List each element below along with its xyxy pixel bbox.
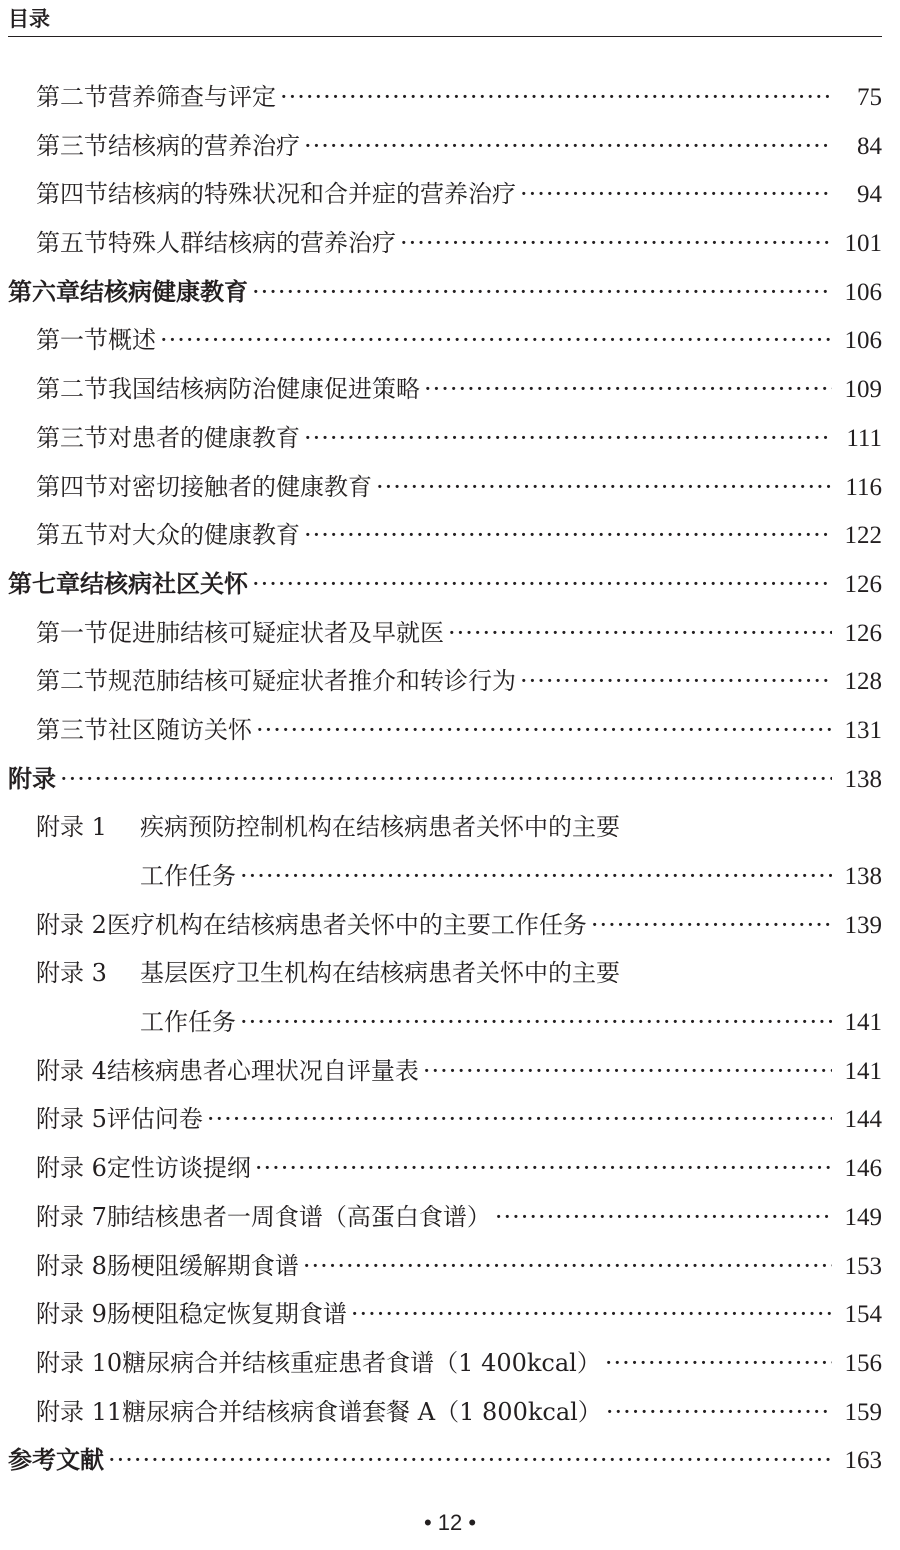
entry-page-number: 153 (844, 1252, 882, 1280)
dot-leader (448, 609, 832, 658)
running-header (8, 6, 882, 37)
entry-number: 附录 10 (36, 1348, 123, 1377)
entry-number: 第三节 (36, 423, 108, 452)
toc-chapter-entry (0, 1436, 900, 1485)
entry-page-number: 131 (844, 716, 882, 744)
entry-title: 特殊人群结核病的营养治疗 (108, 229, 396, 258)
dot-leader (376, 463, 832, 512)
entry-title: 结核病健康教育 (80, 277, 248, 306)
entry-title: 疾病预防控制机构在结核病患者关怀中的主要 (140, 813, 620, 842)
entry-number: 附录 7 (36, 1202, 107, 1231)
toc-entry (0, 949, 900, 998)
toc-entry (0, 657, 900, 706)
dot-leader (303, 1242, 832, 1291)
entry-title: 工作任务 (140, 862, 236, 890)
entry-number: 第四节 (36, 472, 108, 501)
entry-number: 附录 2 (36, 910, 107, 939)
toc-entry (0, 706, 900, 755)
toc-chapter-entry (0, 755, 900, 804)
dot-leader (591, 901, 832, 950)
entry-number: 第五节 (36, 521, 108, 550)
dot-leader (304, 122, 832, 171)
dot-leader (160, 316, 832, 365)
entry-number: 第三节 (36, 131, 108, 160)
toc-entry (0, 1193, 900, 1242)
entry-title: 促进肺结核可疑症状者及早就医 (108, 618, 444, 647)
entry-number: 附录 4 (36, 1056, 107, 1085)
dot-leader (255, 1144, 832, 1193)
entry-page-number: 126 (844, 570, 882, 598)
dot-leader (252, 560, 832, 609)
dot-leader (240, 998, 832, 1047)
entry-number: 第六章 (8, 277, 80, 306)
entry-title: 附录 (8, 764, 56, 793)
entry-number: 第一节 (36, 326, 108, 355)
dot-leader (495, 1193, 832, 1242)
entry-title: 营养筛查与评定 (108, 83, 276, 111)
entry-number: 第三节 (36, 715, 108, 744)
page-footer (0, 1510, 900, 1536)
dot-leader (424, 365, 832, 414)
entry-page-number: 116 (845, 473, 882, 501)
entry-number: 第五节 (36, 229, 108, 258)
dot-leader (606, 1388, 832, 1437)
entry-title: 规范肺结核可疑症状者推介和转诊行为 (108, 667, 516, 696)
entry-page-number: 141 (844, 1057, 882, 1085)
dot-leader (256, 706, 832, 755)
entry-title: 结核病社区关怀 (80, 569, 248, 598)
toc-entry-continuation (0, 998, 900, 1047)
entry-page-number: 146 (844, 1155, 882, 1183)
toc-entry (0, 1047, 900, 1096)
dot-leader (108, 1436, 832, 1485)
table-of-contents (0, 73, 900, 1485)
entry-title: 工作任务 (140, 1008, 236, 1037)
entry-page-number: 94 (857, 181, 882, 209)
entry-page-number: 111 (846, 424, 882, 452)
entry-title: 概述 (108, 326, 156, 355)
toc-entry (0, 463, 900, 512)
toc-entry (0, 170, 900, 219)
entry-number: 第一节 (36, 618, 108, 647)
dot-leader (280, 73, 832, 122)
entry-title: 对患者的健康教育 (108, 423, 300, 452)
entry-number: 附录 5 (36, 1105, 107, 1134)
entry-page-number: 101 (844, 230, 882, 258)
entry-number: 第四节 (36, 180, 108, 209)
entry-page-number: 106 (844, 278, 882, 306)
entry-title: 对密切接触者的健康教育 (108, 472, 372, 501)
entry-title: 肺结核患者一周食谱（高蛋白食谱） (106, 1202, 491, 1231)
entry-page-number: 75 (857, 84, 882, 111)
entry-page-number: 126 (844, 619, 882, 647)
dot-leader (240, 852, 832, 901)
entry-number: 第二节 (36, 667, 108, 696)
dot-leader (400, 219, 832, 268)
entry-title: 结核病的特殊状况和合并症的营养治疗 (108, 180, 516, 209)
toc-entry (0, 73, 900, 122)
toc-entry (0, 316, 900, 365)
entry-page-number: 156 (844, 1349, 882, 1377)
entry-number: 第二节 (36, 83, 108, 111)
entry-title: 对大众的健康教育 (108, 521, 300, 550)
entry-title: 我国结核病防治健康促进策略 (108, 375, 420, 404)
toc-entry (0, 609, 900, 658)
toc-chapter-entry (0, 560, 900, 609)
entry-title: 结核病的营养治疗 (108, 131, 300, 160)
entry-title: 社区随访关怀 (108, 715, 252, 744)
dot-leader (252, 268, 832, 317)
toc-entry (0, 414, 900, 463)
dot-leader (207, 1095, 832, 1144)
entry-title: 结核病患者心理状况自评量表 (106, 1056, 419, 1085)
entry-number: 附录 6 (36, 1154, 107, 1183)
toc-entry (0, 219, 900, 268)
entry-page-number: 144 (844, 1106, 882, 1134)
dot-leader (304, 511, 832, 560)
entry-number: 附录 9 (36, 1300, 107, 1329)
entry-number: 附录 3 (36, 959, 107, 988)
entry-page-number: 159 (844, 1398, 882, 1426)
toc-entry (0, 511, 900, 560)
dot-leader (520, 170, 832, 219)
entry-page-number: 149 (844, 1203, 882, 1231)
toc-entry-continuation (0, 852, 900, 901)
toc-entry (0, 1095, 900, 1144)
dot-leader (351, 1290, 832, 1339)
dot-leader (304, 414, 832, 463)
toc-entry (0, 365, 900, 414)
entry-title: 参考文献 (8, 1446, 104, 1475)
entry-number: 附录 1 (36, 813, 107, 842)
dot-leader (60, 755, 832, 804)
entry-page-number: 122 (844, 522, 882, 550)
toc-entry (0, 122, 900, 171)
entry-page-number: 84 (857, 132, 882, 160)
toc-entry (0, 1290, 900, 1339)
toc-entry (0, 1388, 900, 1437)
toc-entry (0, 1339, 900, 1388)
entry-title: 糖尿病合并结核重症患者食谱（1 400kcal） (122, 1348, 601, 1377)
entry-title: 医疗机构在结核病患者关怀中的主要工作任务 (106, 910, 587, 939)
entry-title: 定性访谈提纲 (106, 1154, 251, 1183)
entry-number: 第二节 (36, 375, 108, 404)
dot-leader (605, 1339, 832, 1388)
entry-title: 评估问卷 (106, 1105, 203, 1134)
entry-title: 肠梗阻缓解期食谱 (106, 1251, 299, 1280)
toc-entry (0, 1144, 900, 1193)
toc-chapter-entry (0, 268, 900, 317)
entry-title: 肠梗阻稳定恢复期食谱 (106, 1300, 347, 1329)
entry-page-number: 154 (844, 1301, 882, 1329)
entry-number: 附录 11 (36, 1397, 123, 1426)
entry-number: 第七章 (8, 569, 80, 598)
toc-entry (0, 803, 900, 852)
dot-leader (520, 657, 832, 706)
entry-title: 基层医疗卫生机构在结核病患者关怀中的主要 (140, 959, 620, 988)
entry-number: 附录 8 (36, 1251, 107, 1280)
entry-page-number: 141 (844, 1009, 882, 1037)
entry-page-number: 163 (844, 1447, 882, 1475)
entry-page-number: 138 (844, 863, 882, 890)
entry-page-number: 109 (844, 376, 882, 404)
dot-leader (423, 1047, 832, 1096)
entry-title: 糖尿病合并结核病食谱套餐 A（1 800kcal） (122, 1397, 602, 1426)
entry-page-number: 106 (844, 327, 882, 355)
page-number: • 12 • (423, 1510, 477, 1535)
entry-page-number: 139 (844, 911, 882, 939)
toc-entry (0, 901, 900, 950)
toc-entry (0, 1242, 900, 1291)
header-title: 目录 (8, 7, 50, 31)
entry-page-number: 138 (844, 765, 882, 793)
entry-page-number: 128 (844, 668, 882, 696)
